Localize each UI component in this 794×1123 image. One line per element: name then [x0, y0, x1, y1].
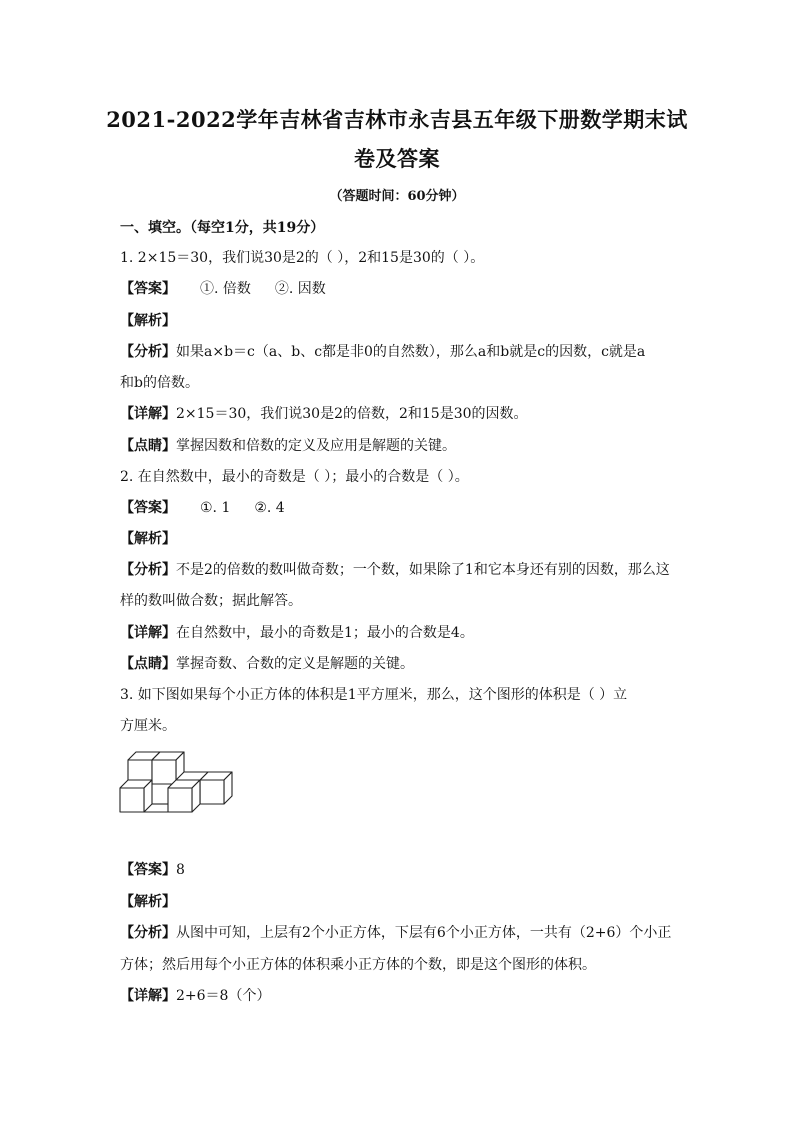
- cube-figure: [118, 744, 238, 814]
- title-line-1: 2021-2022学年吉林省吉林市永吉县五年级下册数学期末试: [106, 107, 688, 132]
- cube-front-mid: [168, 780, 200, 812]
- cube-front-left: [120, 780, 152, 812]
- q2-stem: 2. 在自然数中，最小的奇数是（ ）；最小的合数是（ ）。: [120, 469, 469, 485]
- xiangjie-text: 2+6＝8（个）: [176, 988, 271, 1004]
- q3-stem-line-2: 方厘米。: [120, 718, 176, 734]
- q2-dianjing: [120, 654, 680, 674]
- dianjing-text: 掌握奇数、合数的定义是解题的关键。: [176, 656, 414, 672]
- section-heading: 一、填空。（每空1分，共19分）: [120, 220, 325, 236]
- cube-back-right: [200, 772, 232, 804]
- q2-fenxi-line-1: [120, 560, 680, 580]
- answer-1: ①. 1: [200, 500, 231, 516]
- q1-dianjing: [120, 436, 680, 456]
- xiangjie-text: 在自然数中，最小的奇数是1；最小的合数是4。: [176, 625, 474, 641]
- xiangjie-tag: 【详解】: [120, 625, 176, 641]
- q2-answer: [120, 498, 680, 518]
- fenxi-tag: 【分析】: [120, 925, 176, 941]
- q1-stem: 1. 2×15＝30，我们说30是2的（ ），2和15是30的（ ）。: [120, 250, 485, 266]
- q2-xiangjie: [120, 623, 680, 643]
- q3-fenxi-line-2: 方体；然后用每个小正方体的体积乘小正方体的个数，即是这个图形的体积。: [120, 957, 596, 973]
- dianjing-text: 掌握因数和倍数的定义及应用是解题的关键。: [176, 438, 456, 454]
- q3-fenxi-line-1: [120, 923, 680, 943]
- fenxi-tag: 【分析】: [120, 562, 176, 578]
- xiangjie-tag: 【详解】: [120, 406, 176, 422]
- q1-answer: [120, 279, 680, 299]
- answer-value: 8: [176, 862, 185, 878]
- q1-fenxi-line-1: [120, 342, 680, 362]
- answer-tag: 【答案】: [120, 862, 176, 878]
- fenxi-tag: 【分析】: [120, 344, 176, 360]
- answer-tag: 【答案】: [120, 500, 176, 516]
- q1-xiangjie: [120, 404, 680, 424]
- answer-2: ②. 4: [254, 500, 285, 516]
- fenxi-text: 如果a×b＝c（a、b、c都是非0的自然数），那么a和b就是c的因数，c就是a: [176, 344, 646, 360]
- fenxi-text: 从图中可知，上层有2个小正方体，下层有6个小正方体，一共有（2+6）个小正: [176, 925, 672, 941]
- q1-jiexi: 【解析】: [120, 313, 176, 329]
- subtitle: （答题时间：60分钟）: [329, 189, 465, 204]
- q2-jiexi: 【解析】: [120, 531, 176, 547]
- q3-stem-line-1: 3. 如下图如果每个小正方体的体积是1平方厘米，那么，这个图形的体积是（ ）立: [120, 687, 628, 703]
- q2-fenxi-line-2: 样的数叫做合数；据此解答。: [120, 593, 302, 609]
- fenxi-text: 不是2的倍数的数叫做奇数；一个数，如果除了1和它本身还有别的因数，那么这: [176, 562, 670, 578]
- answer-tag: 【答案】: [120, 281, 176, 297]
- dianjing-tag: 【点睛】: [120, 438, 176, 454]
- q3-xiangjie: [120, 986, 680, 1006]
- q1-fenxi-line-2: 和b的倍数。: [120, 375, 199, 391]
- xiangjie-tag: 【详解】: [120, 988, 176, 1004]
- dianjing-tag: 【点睛】: [120, 656, 176, 672]
- q3-answer: [120, 860, 680, 880]
- q3-jiexi: 【解析】: [120, 894, 176, 910]
- answer-1: ①. 倍数: [200, 281, 251, 297]
- answer-2: ②. 因数: [274, 281, 326, 297]
- title-line-2: 卷及答案: [354, 146, 440, 171]
- xiangjie-text: 2×15＝30，我们说30是2的倍数，2和15是30的因数。: [176, 406, 528, 422]
